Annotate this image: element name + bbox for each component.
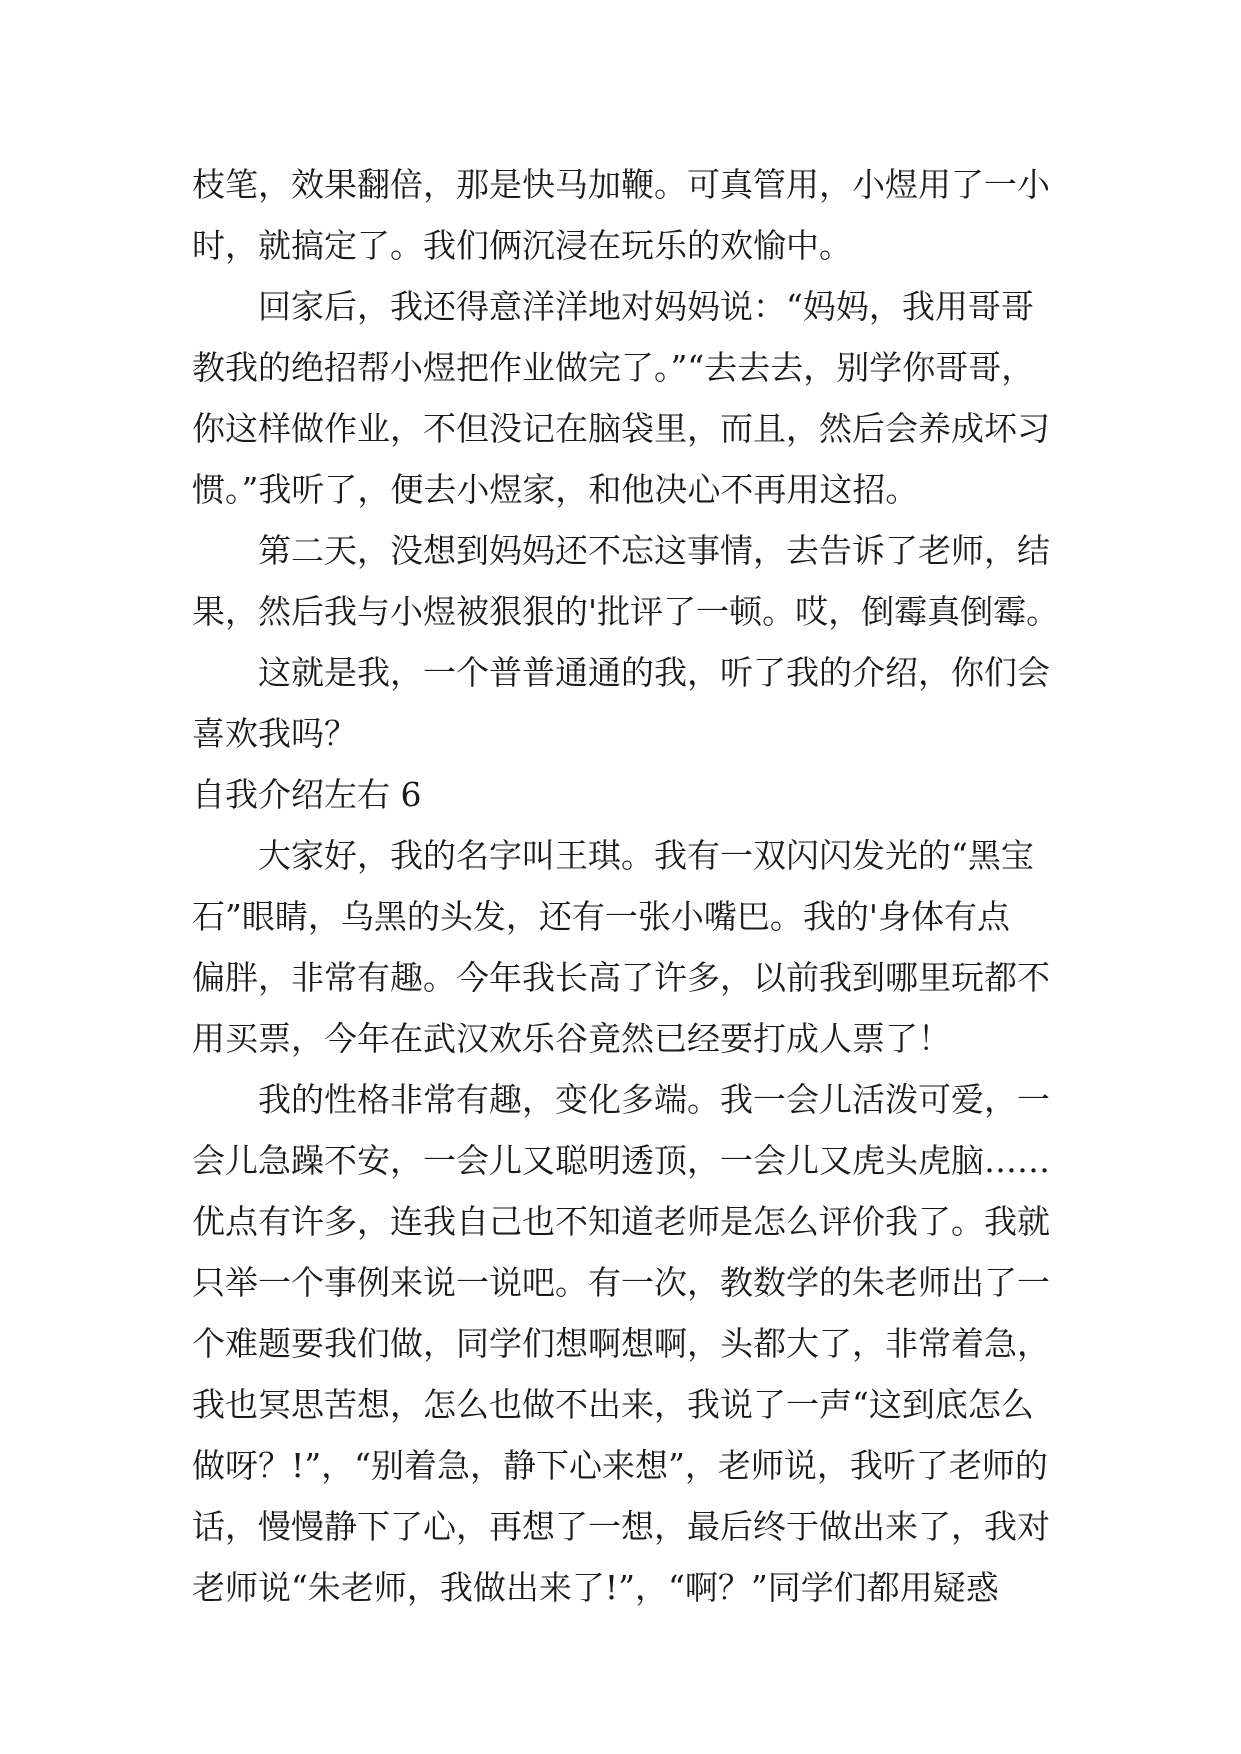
body-text [192, 154, 1072, 1618]
text-line: 石”眼睛，乌黑的头发，还有一张小嘴巴。我的'身体有点 [192, 897, 1010, 936]
text-line: 话，慢慢静下了心，再想了一想，最后终于做出来了，我对 [192, 1507, 1050, 1546]
paragraph-start-line: 这就是我，一个普普通通的我，听了我的介绍，你们会 [258, 653, 1050, 692]
text-line: 优点有许多，连我自己也不知道老师是怎么评价我了。我就 [192, 1202, 1050, 1241]
section-heading: 自我介绍左右 6 [192, 775, 422, 814]
paragraph-start-line: 第二天，没想到妈妈还不忘这事情，去告诉了老师，结 [258, 531, 1050, 570]
text-line: 做呀？!”，“别着急，静下心来想”，老师说，我听了老师的 [192, 1446, 1048, 1485]
text-line: 只举一个事例来说一说吧。有一次，教数学的朱老师出了一 [192, 1263, 1050, 1302]
paragraph-start-line: 大家好，我的名字叫王琪。我有一双闪闪发光的“黑宝 [258, 836, 1034, 875]
text-line: 我也冥思苦想，怎么也做不出来，我说了一声“这到底怎么 [192, 1385, 1034, 1424]
text-line: 教我的绝招帮小煜把作业做完了。”“去去去，别学你哥哥， [192, 348, 1035, 387]
text-line: 老师说“朱老师，我做出来了!”，“啊？”同学们都用疑惑 [192, 1568, 999, 1607]
paragraph-start-line: 回家后，我还得意洋洋地对妈妈说：“妈妈，我用哥哥 [258, 287, 1034, 326]
text-line: 个难题要我们做，同学们想啊想啊，头都大了，非常着急， [192, 1324, 1050, 1363]
text-line: 果，然后我与小煜被狠狠的'批评了一顿。哎，倒霉真倒霉。 [192, 592, 1060, 631]
text-line: 用买票，今年在武汉欢乐谷竟然已经要打成人票了！ [192, 1019, 951, 1058]
text-line: 偏胖，非常有趣。今年我长高了许多，以前我到哪里玩都不 [192, 958, 1050, 997]
paragraph-start-line: 我的性格非常有趣，变化多端。我一会儿活泼可爱，一 [258, 1080, 1050, 1119]
text-line: 时，就搞定了。我们俩沉浸在玩乐的欢愉中。 [192, 226, 852, 265]
text-line: 会儿急躁不安，一会儿又聪明透顶，一会儿又虎头虎脑…… [192, 1141, 1050, 1180]
text-line: 你这样做作业，不但没记在脑袋里，而且，然后会养成坏习 [192, 409, 1050, 448]
text-line: 枝笔，效果翻倍，那是快马加鞭。可真管用，小煜用了一小 [192, 165, 1050, 204]
text-line: 喜欢我吗？ [192, 714, 357, 753]
text-line: 惯。”我听了，便去小煜家，和他决心不再用这招。 [192, 470, 919, 509]
